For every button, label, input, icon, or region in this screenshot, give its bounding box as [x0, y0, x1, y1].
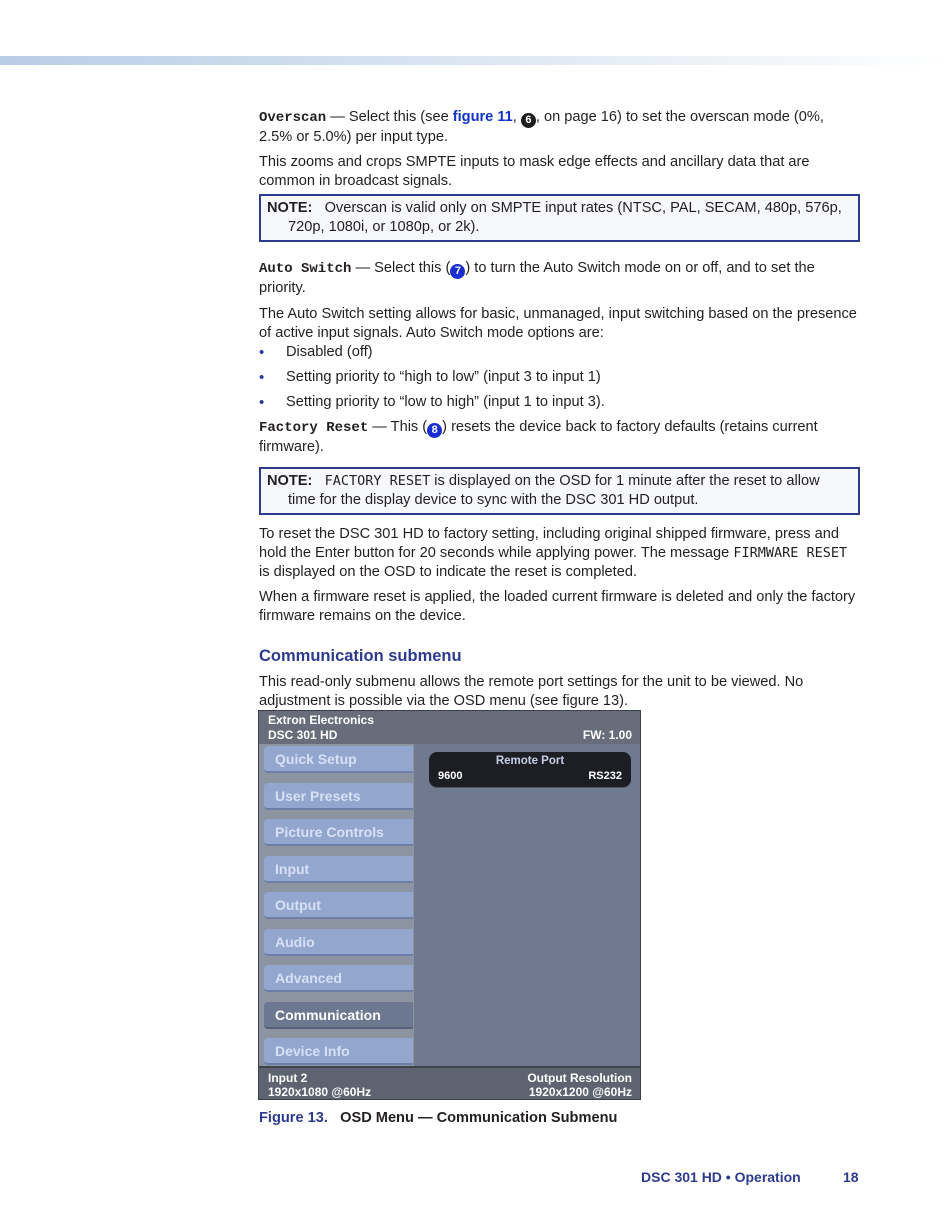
callout-7-icon: 7 [450, 264, 465, 279]
figure-title: OSD Menu — Communication Submenu [340, 1110, 618, 1126]
note-label: NOTE: [267, 200, 313, 216]
osd-menu-input[interactable]: Input [264, 856, 413, 883]
communication-heading: Communication submenu [259, 647, 462, 665]
osd-menu-output[interactable]: Output [264, 892, 413, 919]
firmware-reset-text-b: is displayed on the OSD to indicate the reset is completed. [259, 564, 638, 580]
page-content [259, 108, 860, 711]
overscan-text-post: , on page 16) to set the overscan mode (0%, 2.5% or 5.0%) per input type. [259, 109, 824, 145]
overscan-text-pre: — Select this (see [326, 109, 453, 125]
factory-reset-text-post: ) resets the device back to factory defaults (retains current firmware). [259, 419, 818, 455]
figure-11-link[interactable]: figure 11 [452, 109, 513, 125]
auto-switch-options-list [259, 343, 860, 412]
header-gradient-band [0, 56, 950, 65]
page-number: 18 [843, 1169, 859, 1185]
osd-input-resolution: 1920x1080 @60Hz [268, 1085, 372, 1099]
callout-8-icon: 8 [427, 423, 442, 438]
auto-switch-text-post: ) to turn the Auto Switch mode on or off, and to set the priority. [259, 260, 815, 296]
firmware-reset-text-a: To reset the DSC 301 HD to factory setting, including original shipped firmware, press and hold the Enter button for 20 seconds while applying power. The message [259, 526, 839, 561]
list-item: • Setting priority to “high to low” (input 3 to input 1) [259, 368, 860, 387]
auto-switch-term: Auto Switch [259, 261, 352, 277]
figure-caption [259, 1110, 617, 1126]
overscan-description: This zooms and crops SMPTE inputs to mask edge effects and ancillary data that are common in broadcast signals. [259, 154, 810, 189]
remote-port-baud: 9600 [438, 770, 463, 782]
osd-footer [259, 1066, 640, 1099]
osd-input-label: Input 2 [268, 1071, 308, 1085]
auto-switch-description: The Auto Switch setting allows for basic, unmanaged, input switching based on the presence of active input signals. Auto Switch mode options are: [259, 306, 857, 341]
remote-port-title: Remote Port [495, 755, 565, 767]
overscan-paragraph [259, 108, 860, 147]
osd-firmware: FW: 1.00 [582, 728, 632, 742]
firmware-reset-code: FIRMWARE RESET [733, 545, 848, 561]
factory-reset-term: Factory Reset [259, 420, 369, 436]
firmware-reset-paragraph [259, 525, 860, 582]
remote-port-type: RS232 [588, 770, 622, 782]
overscan-term: Overscan [259, 110, 327, 126]
osd-sidebar [259, 744, 414, 1066]
osd-menu-screenshot [258, 710, 641, 1100]
overscan-note [259, 194, 860, 242]
firmware-reset-description: When a firmware reset is applied, the loaded current firmware is deleted and only the factory firmware remains on the device. [259, 589, 856, 624]
note-label: NOTE: [267, 473, 313, 489]
factory-reset-paragraph [259, 418, 860, 457]
osd-brand: Extron Electronics [268, 713, 375, 727]
osd-model: DSC 301 HD [268, 728, 338, 742]
factory-reset-note [259, 467, 860, 515]
list-item: • Disabled (off) [259, 343, 860, 362]
osd-menu-user-presets[interactable]: User Presets [264, 783, 413, 810]
factory-reset-note-text: is displayed on the OSD for 1 minute after the reset to allow time for the display device to sync with the DSC 301 HD output. [288, 473, 820, 508]
callout-6-icon: 6 [521, 113, 536, 128]
auto-switch-text-pre: — Select this ( [351, 260, 451, 276]
osd-menu-advanced[interactable]: Advanced [264, 965, 413, 992]
auto-switch-paragraph [259, 259, 860, 298]
osd-menu-picture-controls[interactable]: Picture Controls [264, 819, 413, 846]
osd-menu-quick-setup[interactable]: Quick Setup [264, 746, 413, 773]
figure-number: Figure 13. [259, 1110, 328, 1126]
osd-content-panel [414, 744, 640, 1066]
overscan-note-text: Overscan is valid only on SMPTE input rates (NTSC, PAL, SECAM, 480p, 576p, 720p, 1080i, or 1080p, or 2k). [288, 200, 842, 235]
list-item: • Setting priority to “low to high” (input 1 to input 3). [259, 393, 860, 412]
osd-menu-device-info[interactable]: Device Info [264, 1038, 413, 1065]
factory-reset-code: FACTORY RESET [324, 473, 431, 489]
osd-header [259, 711, 640, 744]
osd-menu-audio[interactable]: Audio [264, 929, 413, 956]
osd-output-resolution: 1920x1200 @60Hz [528, 1085, 632, 1099]
factory-reset-text-pre: — This ( [368, 419, 428, 435]
overscan-comma: , [512, 109, 521, 125]
remote-port-box [429, 752, 631, 787]
communication-intro: This read-only submenu allows the remote port settings for the unit to be viewed. No adjustment is possible via the OSD menu (see figure 13). [259, 674, 804, 709]
page-footer-doc: DSC 301 HD • Operation [641, 1169, 801, 1185]
osd-output-label: Output Resolution [527, 1071, 632, 1085]
osd-menu-communication[interactable]: Communication [264, 1002, 413, 1029]
